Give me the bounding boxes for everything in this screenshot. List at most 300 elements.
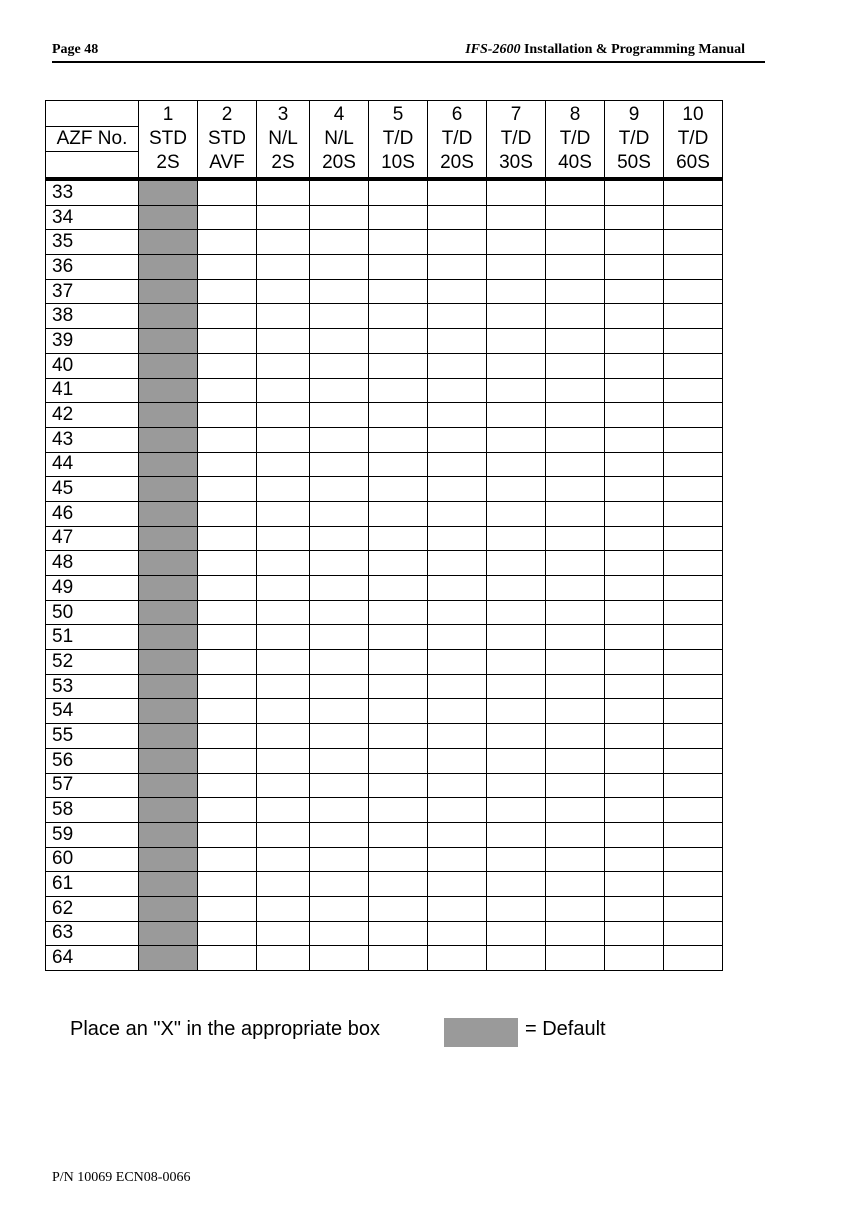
selection-box[interactable] [428,477,487,502]
selection-box[interactable] [369,921,428,946]
selection-box[interactable] [139,748,198,773]
selection-box[interactable] [546,773,605,798]
selection-box[interactable] [605,847,664,872]
selection-box[interactable] [428,625,487,650]
selection-box[interactable] [605,650,664,675]
selection-box[interactable] [310,674,369,699]
selection-box[interactable] [257,230,310,255]
selection-box[interactable] [664,255,723,280]
selection-box[interactable] [369,798,428,823]
selection-box[interactable] [428,501,487,526]
selection-box[interactable] [198,477,257,502]
selection-box[interactable] [198,255,257,280]
selection-box[interactable] [546,600,605,625]
selection-box[interactable] [310,477,369,502]
selection-box[interactable] [428,304,487,329]
selection-box[interactable] [198,551,257,576]
selection-box[interactable] [546,205,605,230]
selection-box[interactable] [369,403,428,428]
selection-box[interactable] [605,699,664,724]
selection-box[interactable] [664,427,723,452]
selection-box[interactable] [487,872,546,897]
selection-box[interactable] [257,748,310,773]
selection-box[interactable] [198,205,257,230]
selection-box[interactable] [369,600,428,625]
selection-box[interactable] [198,576,257,601]
selection-box[interactable] [139,304,198,329]
selection-box[interactable] [198,501,257,526]
selection-box[interactable] [257,724,310,749]
selection-box[interactable] [310,946,369,971]
selection-box[interactable] [546,255,605,280]
selection-box[interactable] [139,477,198,502]
selection-box[interactable] [369,526,428,551]
selection-box[interactable] [605,279,664,304]
selection-box[interactable] [257,205,310,230]
selection-box[interactable] [369,230,428,255]
selection-box[interactable] [198,773,257,798]
selection-box[interactable] [664,650,723,675]
selection-box[interactable] [139,576,198,601]
selection-box[interactable] [310,526,369,551]
selection-box[interactable] [369,378,428,403]
selection-box[interactable] [428,872,487,897]
selection-box[interactable] [664,576,723,601]
selection-box[interactable] [310,551,369,576]
selection-box[interactable] [198,179,257,205]
selection-box[interactable] [605,255,664,280]
selection-box[interactable] [664,625,723,650]
selection-box[interactable] [198,304,257,329]
selection-box[interactable] [257,674,310,699]
selection-box[interactable] [139,427,198,452]
selection-box[interactable] [487,526,546,551]
selection-box[interactable] [198,427,257,452]
selection-box[interactable] [257,378,310,403]
selection-box[interactable] [546,576,605,601]
selection-box[interactable] [664,452,723,477]
selection-box[interactable] [198,329,257,354]
selection-box[interactable] [487,403,546,428]
selection-box[interactable] [257,304,310,329]
selection-box[interactable] [369,205,428,230]
selection-box[interactable] [605,748,664,773]
selection-box[interactable] [139,921,198,946]
selection-box[interactable] [487,650,546,675]
selection-box[interactable] [605,526,664,551]
selection-box[interactable] [310,625,369,650]
selection-box[interactable] [487,353,546,378]
selection-box[interactable] [139,279,198,304]
selection-box[interactable] [310,896,369,921]
selection-box[interactable] [605,477,664,502]
selection-box[interactable] [428,847,487,872]
selection-box[interactable] [546,526,605,551]
selection-box[interactable] [605,724,664,749]
selection-box[interactable] [487,748,546,773]
selection-box[interactable] [310,255,369,280]
selection-box[interactable] [546,921,605,946]
selection-box[interactable] [428,773,487,798]
selection-box[interactable] [257,600,310,625]
selection-box[interactable] [369,896,428,921]
selection-box[interactable] [487,946,546,971]
selection-box[interactable] [310,452,369,477]
selection-box[interactable] [198,279,257,304]
selection-box[interactable] [605,946,664,971]
selection-box[interactable] [546,279,605,304]
selection-box[interactable] [487,279,546,304]
selection-box[interactable] [198,526,257,551]
selection-box[interactable] [139,526,198,551]
selection-box[interactable] [487,477,546,502]
selection-box[interactable] [257,872,310,897]
selection-box[interactable] [139,896,198,921]
selection-box[interactable] [605,205,664,230]
selection-box[interactable] [310,427,369,452]
selection-box[interactable] [139,773,198,798]
selection-box[interactable] [428,205,487,230]
selection-box[interactable] [546,452,605,477]
selection-box[interactable] [605,353,664,378]
selection-box[interactable] [487,798,546,823]
selection-box[interactable] [605,179,664,205]
selection-box[interactable] [257,847,310,872]
selection-box[interactable] [257,576,310,601]
selection-box[interactable] [664,329,723,354]
selection-box[interactable] [257,551,310,576]
selection-box[interactable] [257,896,310,921]
selection-box[interactable] [310,748,369,773]
selection-box[interactable] [369,822,428,847]
selection-box[interactable] [546,304,605,329]
selection-box[interactable] [487,822,546,847]
selection-box[interactable] [428,650,487,675]
selection-box[interactable] [139,872,198,897]
selection-box[interactable] [139,378,198,403]
selection-box[interactable] [605,378,664,403]
selection-box[interactable] [664,872,723,897]
selection-box[interactable] [605,576,664,601]
selection-box[interactable] [139,551,198,576]
selection-box[interactable] [257,179,310,205]
selection-box[interactable] [428,748,487,773]
selection-box[interactable] [198,699,257,724]
selection-box[interactable] [369,576,428,601]
selection-box[interactable] [487,724,546,749]
selection-box[interactable] [664,179,723,205]
selection-box[interactable] [310,650,369,675]
selection-box[interactable] [605,822,664,847]
selection-box[interactable] [198,896,257,921]
selection-box[interactable] [310,179,369,205]
selection-box[interactable] [664,403,723,428]
selection-box[interactable] [139,179,198,205]
selection-box[interactable] [487,576,546,601]
selection-box[interactable] [487,551,546,576]
selection-box[interactable] [369,427,428,452]
selection-box[interactable] [198,847,257,872]
selection-box[interactable] [546,798,605,823]
selection-box[interactable] [139,699,198,724]
selection-box[interactable] [198,230,257,255]
selection-box[interactable] [198,600,257,625]
selection-box[interactable] [546,625,605,650]
selection-box[interactable] [546,427,605,452]
selection-box[interactable] [310,403,369,428]
selection-box[interactable] [428,329,487,354]
selection-box[interactable] [428,353,487,378]
selection-box[interactable] [198,452,257,477]
selection-box[interactable] [487,205,546,230]
selection-box[interactable] [139,353,198,378]
selection-box[interactable] [428,699,487,724]
selection-box[interactable] [664,477,723,502]
selection-box[interactable] [428,896,487,921]
selection-box[interactable] [487,179,546,205]
selection-box[interactable] [487,921,546,946]
selection-box[interactable] [605,872,664,897]
selection-box[interactable] [198,403,257,428]
selection-box[interactable] [369,724,428,749]
selection-box[interactable] [664,205,723,230]
selection-box[interactable] [198,921,257,946]
selection-box[interactable] [310,822,369,847]
selection-box[interactable] [664,921,723,946]
selection-box[interactable] [546,353,605,378]
selection-box[interactable] [257,501,310,526]
selection-box[interactable] [605,773,664,798]
selection-box[interactable] [546,329,605,354]
selection-box[interactable] [369,501,428,526]
selection-box[interactable] [546,896,605,921]
selection-box[interactable] [546,946,605,971]
selection-box[interactable] [369,847,428,872]
selection-box[interactable] [664,279,723,304]
selection-box[interactable] [369,946,428,971]
selection-box[interactable] [310,378,369,403]
selection-box[interactable] [369,699,428,724]
selection-box[interactable] [428,230,487,255]
selection-box[interactable] [139,255,198,280]
selection-box[interactable] [369,304,428,329]
selection-box[interactable] [369,329,428,354]
selection-box[interactable] [546,378,605,403]
selection-box[interactable] [546,650,605,675]
selection-box[interactable] [369,452,428,477]
selection-box[interactable] [664,674,723,699]
selection-box[interactable] [310,279,369,304]
selection-box[interactable] [487,847,546,872]
selection-box[interactable] [546,179,605,205]
selection-box[interactable] [487,674,546,699]
selection-box[interactable] [664,304,723,329]
selection-box[interactable] [369,773,428,798]
selection-box[interactable] [605,403,664,428]
selection-box[interactable] [139,650,198,675]
selection-box[interactable] [198,674,257,699]
selection-box[interactable] [546,477,605,502]
selection-box[interactable] [310,699,369,724]
selection-box[interactable] [664,724,723,749]
selection-box[interactable] [605,625,664,650]
selection-box[interactable] [605,798,664,823]
selection-box[interactable] [605,230,664,255]
selection-box[interactable] [310,501,369,526]
selection-box[interactable] [139,501,198,526]
selection-box[interactable] [369,551,428,576]
selection-box[interactable] [139,822,198,847]
selection-box[interactable] [487,329,546,354]
selection-box[interactable] [546,724,605,749]
selection-box[interactable] [428,551,487,576]
selection-box[interactable] [664,501,723,526]
selection-box[interactable] [664,378,723,403]
selection-box[interactable] [139,724,198,749]
selection-box[interactable] [369,650,428,675]
selection-box[interactable] [546,699,605,724]
selection-box[interactable] [198,798,257,823]
selection-box[interactable] [310,600,369,625]
selection-box[interactable] [369,748,428,773]
selection-box[interactable] [139,230,198,255]
selection-box[interactable] [310,576,369,601]
selection-box[interactable] [257,255,310,280]
selection-box[interactable] [257,798,310,823]
selection-box[interactable] [546,403,605,428]
selection-box[interactable] [664,699,723,724]
selection-box[interactable] [605,329,664,354]
selection-box[interactable] [664,600,723,625]
selection-box[interactable] [139,205,198,230]
selection-box[interactable] [605,452,664,477]
selection-box[interactable] [139,403,198,428]
selection-box[interactable] [546,230,605,255]
selection-box[interactable] [257,822,310,847]
selection-box[interactable] [428,822,487,847]
selection-box[interactable] [487,600,546,625]
selection-box[interactable] [257,452,310,477]
selection-box[interactable] [487,896,546,921]
selection-box[interactable] [310,205,369,230]
selection-box[interactable] [428,378,487,403]
selection-box[interactable] [198,872,257,897]
selection-box[interactable] [664,230,723,255]
selection-box[interactable] [369,477,428,502]
selection-box[interactable] [428,946,487,971]
selection-box[interactable] [664,551,723,576]
selection-box[interactable] [428,452,487,477]
selection-box[interactable] [310,847,369,872]
selection-box[interactable] [369,255,428,280]
selection-box[interactable] [257,625,310,650]
selection-box[interactable] [139,674,198,699]
selection-box[interactable] [487,773,546,798]
selection-box[interactable] [198,748,257,773]
selection-box[interactable] [139,329,198,354]
selection-box[interactable] [605,896,664,921]
selection-box[interactable] [605,501,664,526]
selection-box[interactable] [369,674,428,699]
selection-box[interactable] [198,946,257,971]
selection-box[interactable] [664,526,723,551]
selection-box[interactable] [310,773,369,798]
selection-box[interactable] [139,847,198,872]
selection-box[interactable] [487,304,546,329]
selection-box[interactable] [257,699,310,724]
selection-box[interactable] [605,600,664,625]
selection-box[interactable] [310,798,369,823]
selection-box[interactable] [257,477,310,502]
selection-box[interactable] [664,748,723,773]
selection-box[interactable] [487,625,546,650]
selection-box[interactable] [369,179,428,205]
selection-box[interactable] [664,773,723,798]
selection-box[interactable] [139,946,198,971]
selection-box[interactable] [139,625,198,650]
selection-box[interactable] [664,847,723,872]
selection-box[interactable] [664,946,723,971]
selection-box[interactable] [605,304,664,329]
selection-box[interactable] [546,748,605,773]
selection-box[interactable] [428,600,487,625]
selection-box[interactable] [428,179,487,205]
selection-box[interactable] [428,798,487,823]
selection-box[interactable] [605,921,664,946]
selection-box[interactable] [257,526,310,551]
selection-box[interactable] [546,872,605,897]
selection-box[interactable] [546,822,605,847]
selection-box[interactable] [257,403,310,428]
selection-box[interactable] [257,921,310,946]
selection-box[interactable] [257,353,310,378]
selection-box[interactable] [310,921,369,946]
selection-box[interactable] [428,403,487,428]
selection-box[interactable] [428,674,487,699]
selection-box[interactable] [369,872,428,897]
selection-box[interactable] [428,921,487,946]
selection-box[interactable] [428,255,487,280]
selection-box[interactable] [487,452,546,477]
selection-box[interactable] [310,872,369,897]
selection-box[interactable] [546,847,605,872]
selection-box[interactable] [139,798,198,823]
selection-box[interactable] [546,501,605,526]
selection-box[interactable] [198,822,257,847]
selection-box[interactable] [257,650,310,675]
selection-box[interactable] [487,427,546,452]
selection-box[interactable] [257,427,310,452]
selection-box[interactable] [428,724,487,749]
selection-box[interactable] [664,353,723,378]
selection-box[interactable] [605,674,664,699]
selection-box[interactable] [664,896,723,921]
selection-box[interactable] [487,501,546,526]
selection-box[interactable] [198,650,257,675]
selection-box[interactable] [310,304,369,329]
selection-box[interactable] [257,773,310,798]
selection-box[interactable] [257,279,310,304]
selection-box[interactable] [310,230,369,255]
selection-box[interactable] [139,600,198,625]
selection-box[interactable] [487,255,546,280]
selection-box[interactable] [257,946,310,971]
selection-box[interactable] [487,230,546,255]
selection-box[interactable] [428,576,487,601]
selection-box[interactable] [369,353,428,378]
selection-box[interactable] [487,699,546,724]
selection-box[interactable] [310,724,369,749]
